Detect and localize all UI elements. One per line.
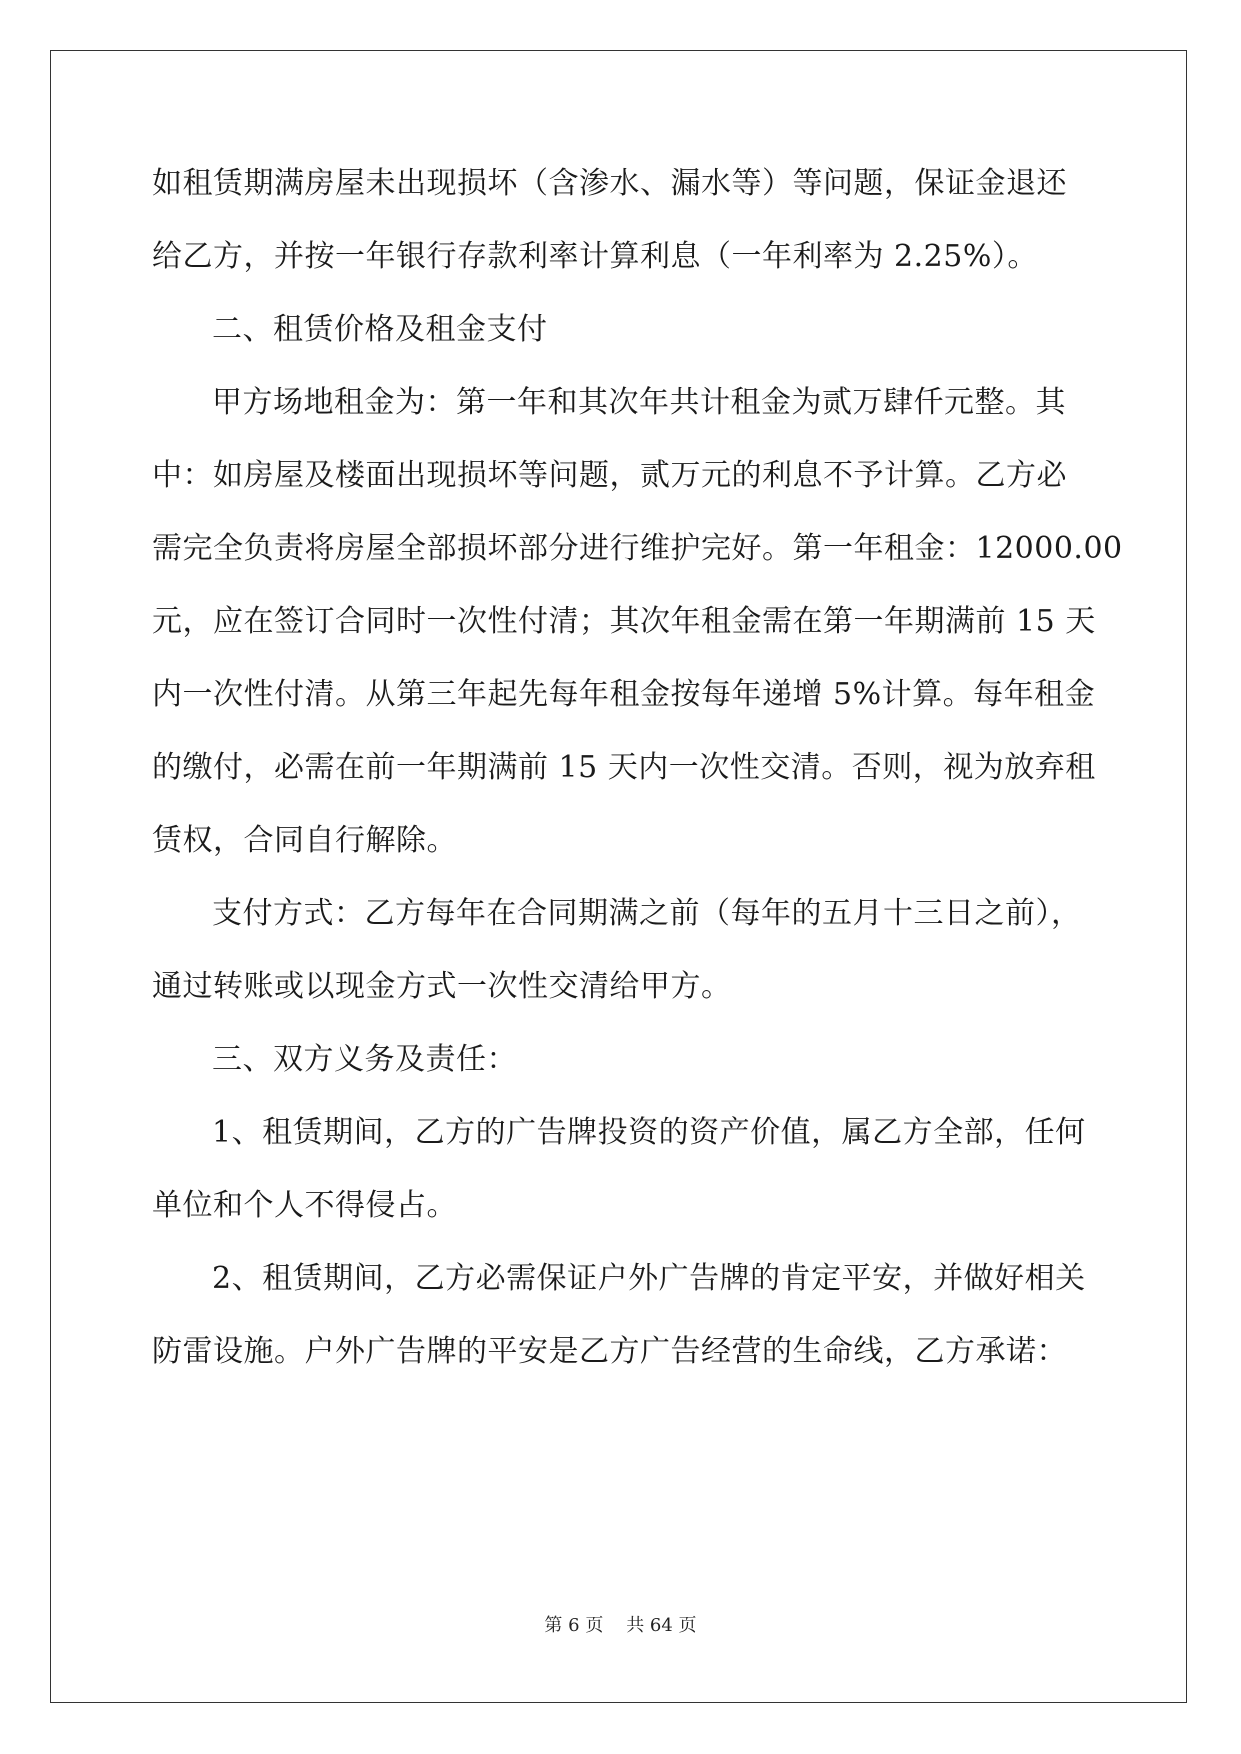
text-line: 给乙方，并按一年银行存款利率计算利息（一年利率为 2.25%）。 [152,239,1038,274]
section-heading: 三、双方义务及责任： [212,1042,517,1077]
page-footer [0,1614,1241,1638]
text-line: 需完全负责将房屋全部损坏部分进行维护完好。第一年租金：12000.00 [152,531,1123,566]
text-line: 支付方式：乙方每年在合同期满之前（每年的五月十三日之前）， [212,896,1082,931]
text-line: 中：如房屋及楼面出现损坏等问题，贰万元的利息不予计算。乙方必 [152,458,1067,493]
text-line: 赁权，合同自行解除。 [152,823,457,858]
page-number: 第 6 页 共 64 页 [544,1615,697,1636]
page-border [50,50,1187,1703]
text-line: 通过转账或以现金方式一次性交清给甲方。 [152,969,732,1004]
text-line: 防雷设施。户外广告牌的平安是乙方广告经营的生命线，乙方承诺： [152,1334,1067,1369]
text-line: 如租赁期满房屋未出现损坏（含渗水、漏水等）等问题，保证金退还 [152,166,1067,201]
text-line: 元，应在签订合同时一次性付清；其次年租金需在第一年期满前 15 天 [152,604,1096,639]
text-line: 单位和个人不得侵占。 [152,1188,457,1223]
text-line: 的缴付，必需在前一年期满前 15 天内一次性交清。否则，视为放弃租 [152,750,1096,785]
text-line: 2、租赁期间，乙方必需保证户外广告牌的肯定平安，并做好相关 [212,1261,1086,1296]
text-line: 甲方场地租金为：第一年和其次年共计租金为贰万肆仟元整。其 [212,385,1066,420]
section-heading: 二、租赁价格及租金支付 [212,312,548,347]
text-line: 内一次性付清。从第三年起先每年租金按每年递增 5%计算。每年租金 [152,677,1096,712]
text-line: 1、租赁期间，乙方的广告牌投资的资产价值，属乙方全部，任何 [212,1115,1086,1150]
